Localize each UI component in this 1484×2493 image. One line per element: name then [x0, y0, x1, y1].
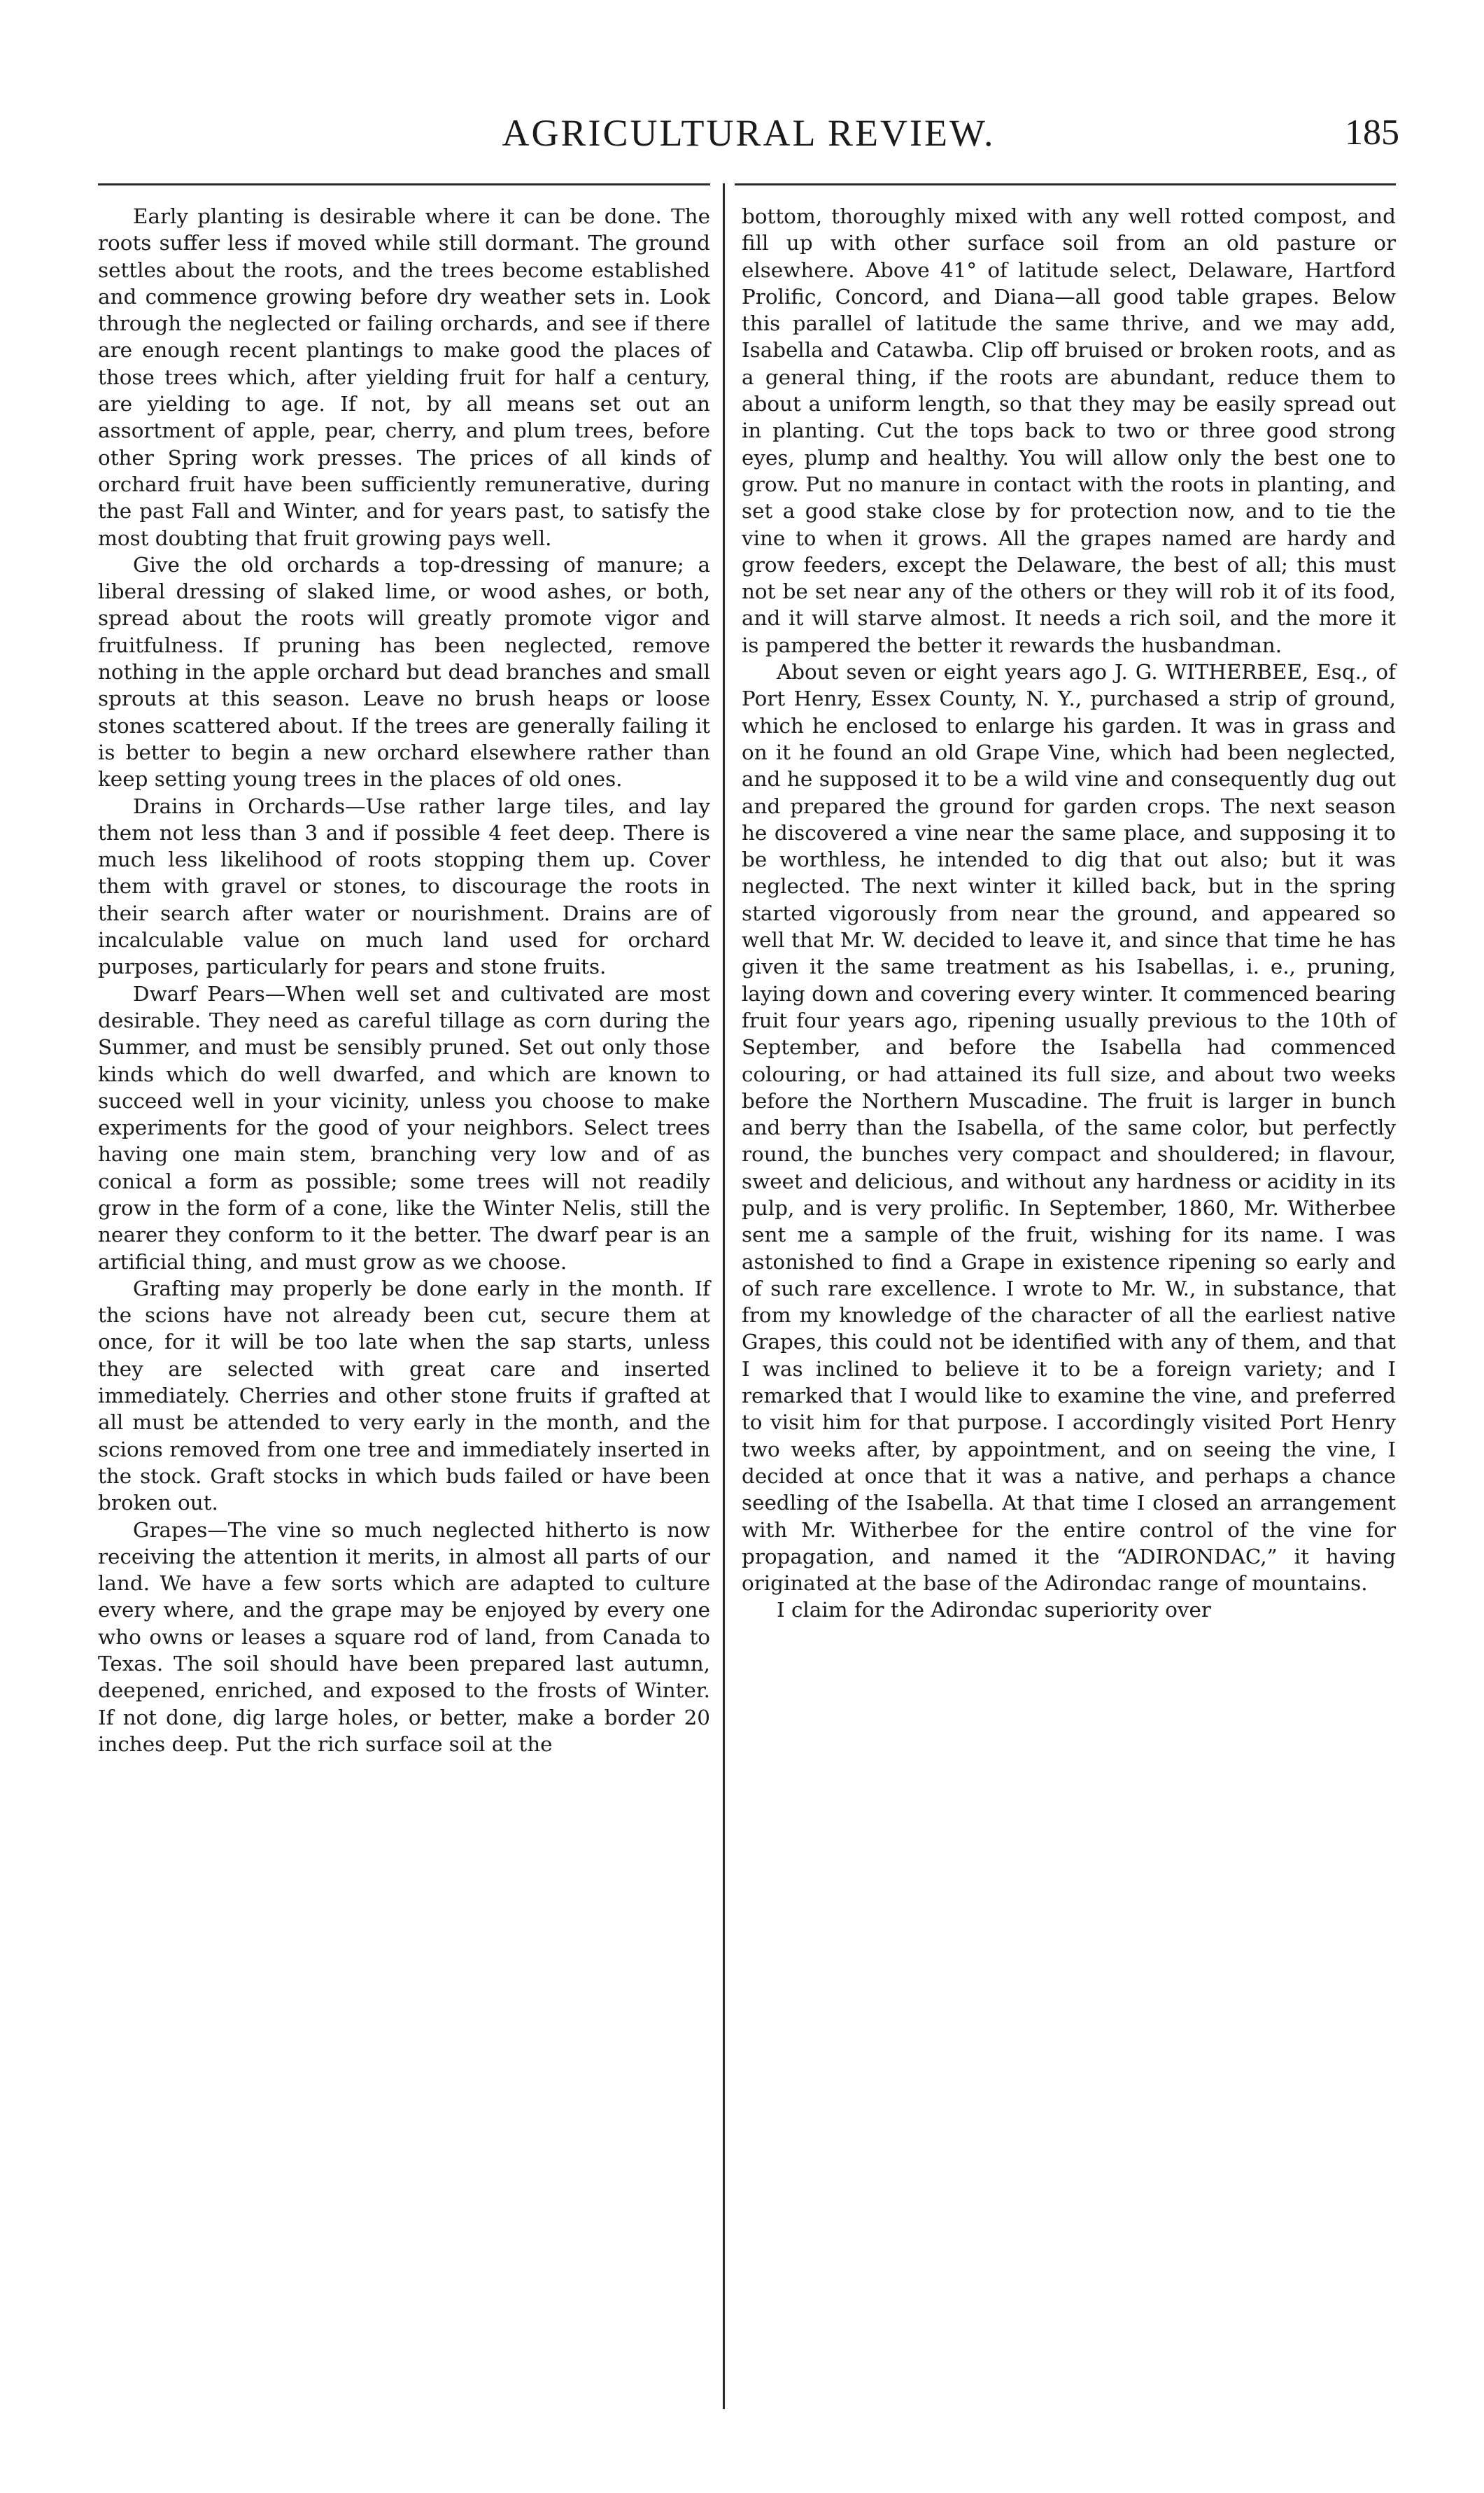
paragraph-early-planting: Early planting is desirable where it can be done. The roots suffer less if moved while still dormant. The ground settles about the roots, and the trees become established and commence growing before dry weather sets in. Look through the neglected or failing orchards, and see if there are enough recent plantings to make good the places of those trees which, after yielding fruit for half a century, are yielding to age. If not, by all means set out an assortment of apple, pear, cherry, and plum trees, before other Spring work presses. The prices of all kinds of orchard fruit have been sufficiently remunerative, during the past Fall and Winter, and for years past, to satisfy the most doubting that fruit growing pays well. [98, 204, 710, 550]
right-column [742, 203, 1396, 1624]
paragraph-drains-in-orchards: Drains in Orchards—Use rather large tiles, and lay them not less than 3 and if possible 4 feet deep. There is much less likelihood of roots stopping them up. Cover them with gravel or stones, to discourage the roots in their search after water or nourishment. Drains are of incalculable value on much land used for orchard purposes, particularly for pears and stone fruits. [98, 794, 710, 979]
page-number: 185 [1345, 113, 1399, 153]
left-column [98, 203, 710, 1757]
column-divider [723, 183, 725, 2409]
paragraph-witherbee-vine: About seven or eight years ago J. G. WITHERBEE, Esq., of Port Henry, Essex County, N. Y., purchased a strip of ground, which he enclosed to enlarge his garden. It was in grass and on it he found an old Grape Vine, which had been neglected, and he supposed it to be a wild vine and consequently dug out and prepared the ground for garden crops. The next season he discovered a vine near the same place, and supposing it to be worthless, he intended to dig that out also; but it was neglected. The next winter it killed back, but in the spring started vigorously from near the ground, and appeared so well that Mr. W. decided to leave it, and since that time he has given it the same treatment as his Isabellas, i. e., pruning, laying down and covering every winter. It commenced bearing fruit four years ago, ripening usually previous to the 10th of September, and before the Isabella had commenced colouring, or had attained its full size, and about two weeks before the Northern Muscadine. The fruit is larger in bunch and berry than the Isabella, of the same color, but perfectly round, the bunches very compact and shouldered; in flavour, sweet and delicious, and without any hardness or acidity in its pulp, and is very prolific. In September, 1860, Mr. Witherbee sent me a sample of the fruit, wishing for its name. I was astonished to find a Grape in existence ripening so early and of such rare excellence. I wrote to Mr. W., in substance, that from my knowledge of the character of all the earliest native Grapes, this could not be identified with any of them, and that I was inclined to believe it to be a foreign variety; and I remarked that I would like to examine the vine, and preferred to visit him for that purpose. I accordingly visited Port Henry two weeks after, by appointment, and on seeing the vine, I decided at once that it was a native, and perhaps a chance seedling of the Isabella. At that time I closed an arrangement with Mr. Witherbee for the entire control of the vine for propagation, and named it the “ADIRONDAC,” it having originated at the base of the Adirondac range of mountains. [742, 660, 1396, 1596]
paragraph-dwarf-pears: Dwarf Pears—When well set and cultivated are most desirable. They need as careful tillage as corn during the Summer, and must be sensibly pruned. Set out only those kinds which do well dwarfed, and which are known to succeed well in your vicinity, unless you choose to make experiments for the good of your neighbors. Select trees having one main stem, branching very low and of as conical a form as possible; some trees will not readily grow in the form of a cone, like the Winter Nelis, still the nearer they conform to it the better. The dwarf pear is an artificial thing, and must grow as we choose. [98, 981, 710, 1274]
paragraph-grapes: Grapes—The vine so much neglected hitherto is now receiving the attention it merits, in almost all parts of our land. We have a few sorts which are adapted to culture every where, and the grape may be enjoyed by every one who owns or leases a square rod of land, from Canada to Texas. The soil should have been prepared last autumn, deepened, enriched, and exposed to the frosts of Winter. If not done, dig large holes, or better, make a border 20 inches deep. Put the rich surface soil at the [98, 1517, 710, 1756]
page-title: AGRICULTURAL REVIEW. [502, 112, 996, 154]
paragraph-grapes-continued: bottom, thoroughly mixed with any well rotted compost, and fill up with other surface soil from an old pasture or elsewhere. Above 41° of latitude select, Delaware, Hartford Prolific, Concord, and Diana—all good table grapes. Below this parallel of latitude the same thrive, and we may add, Isabella and Catawba. Clip off bruised or broken roots, and as a general thing, if the roots are abundant, reduce them to about a uniform length, so that they may be easily spread out in planting. Cut the tops back to two or three good strong eyes, plump and healthy. You will allow only the best one to grow. Put no manure in contact with the roots in planting, and set a good stake close by for protection now, and to tie the vine to when it grows. All the grapes named are hardy and grow feeders, except the Delaware, the best of all; this must not be set near any of the others or they will rob it of its food, and it will starve almost. It needs a rich soil, and the more it is pampered the better it rewards the husbandman. [742, 204, 1396, 657]
paragraph-grafting: Grafting may properly be done early in the month. If the scions have not already been cut, secure them at once, for it will be too late when the sap starts, unless they are selected with great care and inserted immediately. Cherries and other stone fruits if grafted at all must be attended to very early in the month, and the scions removed from one tree and immediately inserted in the stock. Graft stocks in which buds failed or have been broken out. [98, 1276, 710, 1515]
header-rule-left [98, 183, 710, 185]
running-head [98, 105, 1399, 161]
header-rule-right [735, 183, 1396, 185]
paragraph-adirondac-claim: I claim for the Adirondac superiority over [777, 1598, 1211, 1622]
paragraph-old-orchards: Give the old orchards a top-dressing of manure; a liberal dressing of slaked lime, or wood ashes, or both, spread about the roots will greatly promote vigor and fruitfulness. If pruning has been neglected, remove nothing in the apple orchard but dead branches and small sprouts at this season. Leave no brush heaps or loose stones scattered about. If the trees are generally failing it is better to begin a new orchard elsewhere rather than keep setting young trees in the places of old ones. [98, 552, 710, 792]
